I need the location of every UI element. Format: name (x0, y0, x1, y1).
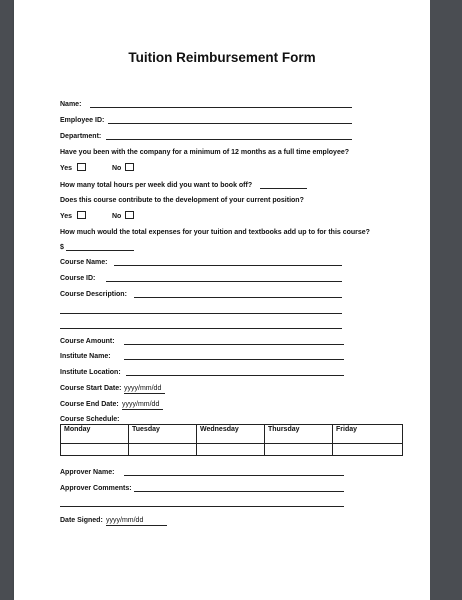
question-hours-per-week: How many total hours per week did you want to book off? (60, 182, 253, 189)
schedule-day-monday: Monday (61, 425, 129, 444)
schedule-day-tuesday: Tuesday (129, 425, 197, 444)
q1-no-label: No (112, 165, 122, 172)
institute-location-field[interactable] (126, 375, 344, 376)
course-end-date-field[interactable]: yyyy/mm/dd (122, 400, 163, 410)
employee-id-label: Employee ID: (60, 117, 105, 124)
course-name-field[interactable] (114, 265, 342, 266)
course-name-label: Course Name: (60, 259, 108, 266)
schedule-cell-friday[interactable] (333, 444, 403, 456)
schedule-day-friday: Friday (333, 425, 403, 444)
employee-id-field[interactable] (108, 123, 352, 124)
course-schedule-label: Course Schedule: (60, 416, 120, 423)
question-total-expenses: How much would the total expenses for your tuition and textbooks add up to for this course? (60, 229, 370, 236)
schedule-day-thursday: Thursday (265, 425, 333, 444)
total-expenses-field[interactable] (66, 250, 134, 251)
schedule-day-wednesday: Wednesday (197, 425, 265, 444)
course-schedule-table (60, 424, 403, 456)
department-field[interactable] (106, 139, 352, 140)
schedule-header-row (61, 425, 403, 444)
q1-no-checkbox[interactable] (125, 163, 134, 171)
course-id-field[interactable] (106, 281, 342, 282)
course-description-field-line-3[interactable] (60, 328, 342, 329)
viewer-side-strip (430, 0, 462, 600)
q1-yes-label: Yes (60, 165, 73, 172)
course-end-date-label: Course End Date: (60, 401, 119, 408)
schedule-entry-row (61, 444, 403, 456)
course-amount-label: Course Amount: (60, 338, 115, 345)
schedule-cell-thursday[interactable] (265, 444, 333, 456)
course-id-label: Course ID: (60, 275, 96, 282)
course-description-field-line-1[interactable] (134, 297, 342, 298)
q3-no-checkbox[interactable] (125, 211, 134, 219)
date-signed-label: Date Signed: (60, 517, 103, 524)
schedule-cell-monday[interactable] (61, 444, 129, 456)
approver-comments-field-line-2[interactable] (60, 506, 344, 507)
schedule-cell-wednesday[interactable] (197, 444, 265, 456)
approver-comments-field-line-1[interactable] (134, 491, 344, 492)
currency-symbol: $ (60, 244, 64, 251)
question-full-time-12-months: Have you been with the company for a minimum of 12 months as a full time employee? (60, 149, 350, 156)
approver-name-label: Approver Name: (60, 469, 115, 476)
name-label: Name: (60, 101, 82, 108)
q3-no-label: No (112, 213, 122, 220)
hours-per-week-field[interactable] (260, 188, 307, 189)
schedule-cell-tuesday[interactable] (129, 444, 197, 456)
q3-yes-label: Yes (60, 213, 73, 220)
institute-name-field[interactable] (124, 359, 344, 360)
institute-name-label: Institute Name: (60, 353, 111, 360)
course-start-date-label: Course Start Date: (60, 385, 122, 392)
question-contributes-to-position: Does this course contribute to the development of your current position? (60, 197, 304, 204)
course-description-label: Course Description: (60, 291, 127, 298)
q3-yes-checkbox[interactable] (77, 211, 86, 219)
course-amount-field[interactable] (124, 344, 344, 345)
approver-comments-label: Approver Comments: (60, 485, 132, 492)
name-field[interactable] (90, 107, 352, 108)
q1-yes-checkbox[interactable] (77, 163, 86, 171)
course-description-field-line-2[interactable] (60, 313, 342, 314)
course-start-date-field[interactable]: yyyy/mm/dd (124, 384, 165, 394)
document-page (14, 0, 430, 600)
approver-name-field[interactable] (124, 475, 344, 476)
form-title: Tuition Reimbursement Form (128, 50, 316, 65)
department-label: Department: (60, 133, 102, 140)
date-signed-field[interactable]: yyyy/mm/dd (106, 516, 167, 526)
institute-location-label: Institute Location: (60, 369, 121, 376)
